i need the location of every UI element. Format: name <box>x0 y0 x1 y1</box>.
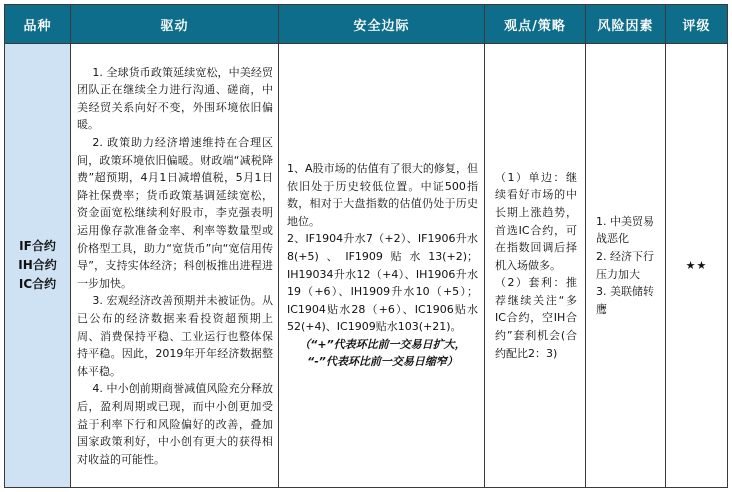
risk-item-3: 3. 美联储转鹰 <box>596 285 654 316</box>
strategy-table <box>4 4 728 488</box>
product-if: IF合约 <box>19 239 56 253</box>
header-risk-factors: 风险因素 <box>586 5 666 44</box>
driver-point-3: 3. 宏观经济改善预期并未被证伪。从已公布的经济数据来看投资超预期上周、消费保持平稳、工业运行也整体保持平稳。因此，2019年开年经济数据整体平稳。 <box>77 294 273 378</box>
risk-item-2: 2. 经济下行压力加大 <box>596 249 654 281</box>
risk-factors-cell <box>586 44 666 488</box>
safety-point-2: 2、IF1904升水7（+2）、IF1906升水8(+5)、IF1909贴水13(+2)；IH19034升水12（+4）、IH1906升水19（+6）、IH1909升水10（+5）；IC1904贴水28（+6）、IC1906贴水52(+4)、IC1909贴水103(+21)。 <box>287 232 478 334</box>
header-driver: 驱动 <box>71 5 279 44</box>
driver-point-4: 4. 中小创前期商誉减值风险充分释放后，盈利周期或已现，而中小创更加受益于利率下行和风险偏好的改善，叠加国家政策利好，中小创有更大的获得相对收益的可能性。 <box>77 382 273 466</box>
product-ih: IH合约 <box>18 258 57 272</box>
view-arbitrage: （2）套利：推荐继续关注“多IC合约，空IH合约”套利机会(合约配比2：3) <box>495 276 577 360</box>
header-product: 品种 <box>5 5 71 44</box>
header-safety-margin: 安全边际 <box>279 5 485 44</box>
header-rating: 评级 <box>666 5 728 44</box>
view-single-side: （1）单边：继续看好市场的中长期上涨趋势，首选IC合约，可在指数回调后择机入场做多。 <box>495 170 577 272</box>
driver-point-1: 1. 全球货币政策延续宽松，中美经贸团队正在继续全力进行沟通、磋商，中美经贸关系向好不变，外围环境依旧偏暖。 <box>77 65 273 132</box>
safety-margin-cell <box>279 44 485 488</box>
driver-cell <box>71 44 279 488</box>
safety-note-line-2: “-”代表环比前一交易日缩窄） <box>307 355 458 369</box>
product-ic: IC合约 <box>18 277 57 291</box>
risk-item-1: 1. 中美贸易战恶化 <box>596 214 654 246</box>
safety-note-line-1: （“+”代表环比前一交易日扩大， <box>299 337 466 351</box>
table-row <box>5 44 728 488</box>
driver-point-2: 2. 政策助力经济增速维持在合理区间，政策环境依旧偏暖。财政端“减税降费”超预期，4月1日减增值税，5月1日降社保费率；货币政策基调延续宽松，资金面宽松继续利好股市，李克强表明运用像存款准备金率、利率等数量型或价格型工具，助力“宽货币”向“宽信用传导”，支持实体经济；科创板推出进程进一步加快。 <box>77 136 273 290</box>
table-header-row <box>5 5 728 44</box>
product-cell <box>5 44 71 488</box>
rating-stars: ★★ <box>685 258 708 272</box>
rating-cell <box>666 44 728 488</box>
safety-point-1: 1、A股市场的估值有了很大的修复，但依旧处于历史较低位置。中证500指数，相对于大盘指数的估值仍处于历史地位。 <box>287 161 478 228</box>
header-view-strategy: 观点/策略 <box>485 5 586 44</box>
view-strategy-cell <box>485 44 586 488</box>
